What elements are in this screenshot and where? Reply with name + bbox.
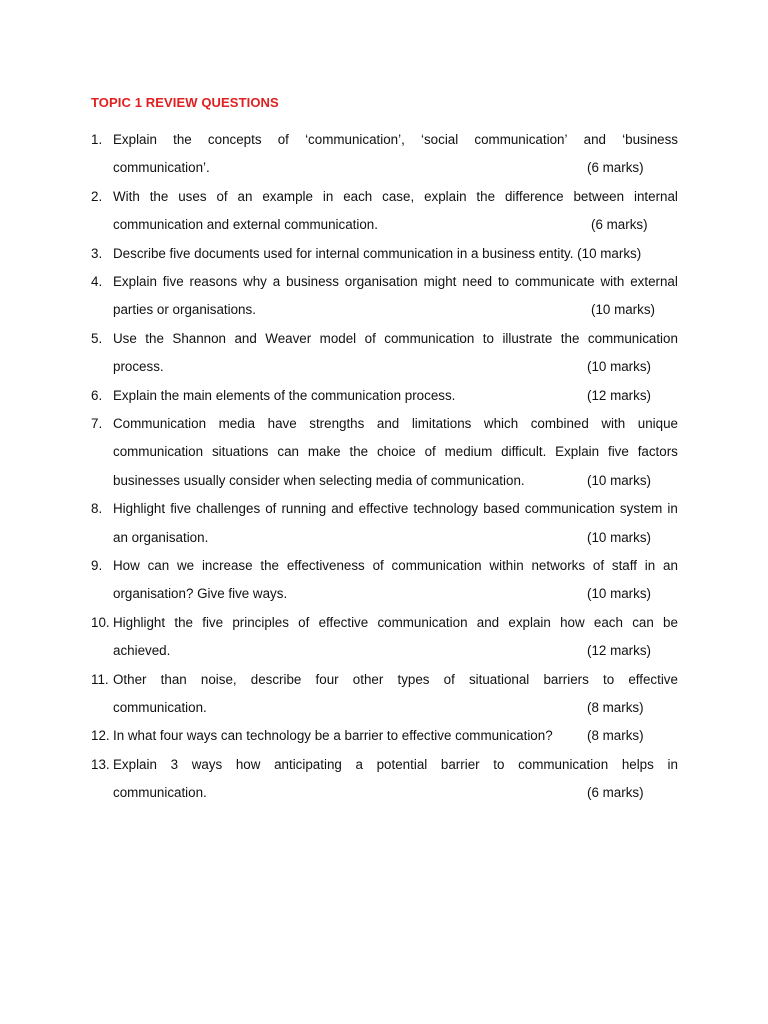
question-item (91, 751, 678, 808)
question-word: difference (504, 188, 564, 204)
question-word: we (177, 557, 195, 573)
question-word: ‘social (421, 132, 459, 147)
question-item (91, 126, 678, 183)
question-word: communication (524, 501, 615, 517)
question-word: communication (113, 444, 204, 460)
question-word: How (113, 557, 140, 573)
question-text: Describe five documents used for internal communication in a business entity. (10 marks) (113, 245, 642, 261)
question-word: effective (318, 614, 369, 630)
question-word: each (593, 614, 623, 630)
question-text: communication’. (113, 160, 210, 176)
question-word: potential (376, 756, 428, 772)
question-word: illustrate (502, 330, 553, 346)
question-word: system (619, 501, 663, 517)
question-marks: (6 marks) (587, 785, 644, 801)
question-word: with (600, 273, 625, 289)
question-word: 3 (170, 756, 179, 772)
question-text: an organisation. (113, 529, 209, 545)
question-word: describe (250, 671, 302, 687)
question-text-line (113, 438, 678, 466)
question-word: principles (232, 614, 289, 630)
question-number: 4. (91, 273, 103, 289)
question-number: 6. (91, 387, 103, 403)
question-number: 13. (91, 756, 110, 772)
question-text-line (113, 580, 678, 608)
question-word: case, (382, 188, 415, 204)
question-word: Explain (113, 132, 157, 147)
question-text-line (113, 751, 678, 779)
question-number: 5. (91, 330, 103, 346)
question-marks: (12 marks) (587, 387, 651, 403)
question-text-line (113, 353, 678, 381)
question-number: 1. (91, 132, 103, 147)
question-word: explain (424, 188, 467, 204)
question-word: and (476, 614, 500, 630)
question-word: to (602, 671, 615, 687)
question-word: helps (621, 756, 654, 772)
question-word: of (424, 444, 436, 460)
question-item (91, 325, 678, 382)
question-text-line (113, 495, 678, 523)
question-text: communication. (113, 699, 207, 715)
question-text-line (113, 410, 678, 438)
question-word: the (174, 614, 193, 630)
question-word: communicate (514, 273, 595, 289)
question-word: than (160, 671, 187, 687)
question-word: communication (384, 330, 475, 346)
question-word: and (376, 415, 400, 431)
question-word: the (560, 330, 580, 346)
question-number: 8. (91, 501, 103, 517)
question-word: an (663, 557, 678, 573)
question-word: of (592, 557, 605, 573)
question-word: organisation (344, 273, 418, 289)
question-word: other (352, 671, 384, 687)
question-word: networks (531, 557, 586, 573)
question-word: media (218, 415, 256, 431)
question-word: types (397, 671, 430, 687)
question-item (91, 495, 678, 552)
question-marks: (8 marks) (587, 699, 644, 715)
question-word: concepts (207, 132, 262, 147)
page-title: TOPIC 1 REVIEW QUESTIONS (91, 95, 279, 110)
question-word: the (349, 444, 369, 460)
question-word: four (315, 671, 339, 687)
question-text-line (113, 183, 678, 211)
question-marks: (8 marks) (587, 728, 644, 744)
question-word: effective (358, 501, 409, 517)
question-text: In what four ways can technology be a barrier to effective communication? (113, 728, 553, 744)
question-text-line (113, 524, 678, 552)
question-word: increase (201, 557, 253, 573)
question-item (91, 410, 678, 495)
question-text-line (113, 268, 678, 296)
question-text-line (113, 382, 678, 410)
question-word: staff (611, 557, 637, 573)
question-number: 10. (91, 614, 110, 630)
question-word: Explain (113, 756, 157, 772)
question-word: the (149, 188, 169, 204)
question-word: ways (191, 756, 223, 772)
question-word: to (497, 273, 510, 289)
question-word: effective (628, 671, 678, 687)
question-word: in (644, 557, 656, 573)
question-word: be (663, 614, 678, 630)
question-word: and (331, 501, 354, 517)
question-word: between (573, 188, 625, 204)
question-word: of (372, 557, 384, 573)
question-word: ‘business (622, 132, 678, 147)
question-word: internal (633, 188, 678, 204)
question-word: model (319, 330, 357, 346)
question-word: in (667, 501, 678, 517)
question-word: medium (444, 444, 493, 460)
question-word: the (145, 330, 164, 346)
question-item (91, 382, 678, 410)
question-number: 11. (91, 671, 109, 687)
question-word: make (307, 444, 341, 460)
question-word: Highlight (113, 501, 166, 517)
question-text: Explain the main elements of the communication process. (113, 387, 456, 403)
question-item (91, 183, 678, 240)
question-word: situational (468, 671, 530, 687)
question-item (91, 552, 678, 609)
question-word: explain (508, 614, 551, 630)
question-word: anticipating (274, 756, 342, 772)
question-text-line (113, 637, 678, 665)
question-text-line (113, 467, 678, 495)
question-word: ‘communication’, (305, 132, 405, 147)
question-word: each (343, 188, 373, 204)
question-word: noise, (200, 671, 237, 687)
question-word: Weaver (265, 330, 312, 346)
question-number: 3. (91, 245, 103, 261)
question-word: situations (211, 444, 269, 460)
question-word: business (286, 273, 339, 289)
question-word: based (483, 501, 520, 517)
question-word: combined (530, 415, 589, 431)
question-word: external (630, 273, 678, 289)
question-text-line (113, 240, 678, 268)
question-word: of (265, 501, 277, 517)
question-marks: (6 marks) (587, 160, 644, 176)
question-word: barriers (543, 671, 589, 687)
question-marks: (12 marks) (587, 643, 651, 659)
question-word: Explain (113, 273, 157, 289)
question-word: a (355, 756, 363, 772)
question-word: technology (413, 501, 479, 517)
question-marks: (6 marks) (591, 217, 648, 233)
question-text-line (113, 552, 678, 580)
question-word: can (277, 444, 299, 460)
question-word: have (267, 415, 297, 431)
question-word: the (260, 557, 280, 573)
question-text-line (113, 609, 678, 637)
question-word: reasons (189, 273, 238, 289)
question-word: Use (113, 330, 137, 346)
question-number: 9. (91, 557, 103, 573)
question-word: five (607, 444, 629, 460)
question-word: uses (178, 188, 207, 204)
question-word: five (202, 614, 224, 630)
question-word: and (234, 330, 257, 346)
question-number: 7. (91, 415, 103, 431)
question-word: communication (518, 756, 609, 772)
question-word: Other (113, 671, 147, 687)
question-item (91, 722, 678, 750)
question-word: communication (377, 614, 468, 630)
question-text-line (113, 296, 678, 324)
question-word: Communication (113, 415, 207, 431)
question-word: which (483, 415, 519, 431)
question-word: of (443, 671, 455, 687)
question-word: limitations (411, 415, 472, 431)
question-item (91, 666, 678, 723)
question-word: challenges (196, 501, 261, 517)
question-word: in (667, 756, 678, 772)
question-list (91, 126, 678, 808)
question-item (91, 268, 678, 325)
question-word: example (262, 188, 313, 204)
question-text: communication. (113, 785, 207, 801)
question-item (91, 609, 678, 666)
question-word: effectiveness (286, 557, 365, 573)
question-marks: (10 marks) (591, 302, 655, 318)
question-item (91, 240, 678, 268)
question-text-line (113, 325, 678, 353)
question-word: a (272, 273, 281, 289)
question-word: five (162, 273, 184, 289)
question-word: might (423, 273, 457, 289)
question-text: achieved. (113, 643, 171, 659)
question-word: barrier (440, 756, 480, 772)
question-word: of (364, 330, 376, 346)
question-word: an (237, 188, 253, 204)
question-word: With (113, 188, 140, 204)
question-word: in (322, 188, 334, 204)
question-word: communication (587, 330, 678, 346)
question-text-line (113, 211, 678, 239)
question-word: need (462, 273, 493, 289)
question-word: Explain (555, 444, 600, 460)
question-number: 2. (91, 188, 103, 204)
question-marks: (10 marks) (587, 472, 651, 488)
question-marks: (10 marks) (587, 586, 651, 602)
question-word: how (560, 614, 585, 630)
question-text-line (113, 126, 678, 154)
question-word: communication (391, 557, 482, 573)
question-word: the (173, 132, 192, 147)
question-text-line (113, 154, 678, 182)
question-word: to (493, 756, 505, 772)
question-word: difficult. (501, 444, 547, 460)
question-word: of (298, 614, 310, 630)
question-text: parties or organisations. (113, 302, 256, 318)
question-word: why (243, 273, 267, 289)
question-word: Highlight (113, 614, 166, 630)
question-number: 12. (91, 728, 110, 744)
question-word: factors (637, 444, 678, 460)
question-word: how (235, 756, 261, 772)
question-text-line (113, 666, 678, 694)
question-word: with (601, 415, 626, 431)
question-word: within (489, 557, 524, 573)
question-word: strengths (309, 415, 365, 431)
question-word: communication’ (474, 132, 568, 147)
question-text: process. (113, 359, 164, 375)
question-marks: (10 marks) (587, 359, 651, 375)
question-word: unique (637, 415, 678, 431)
question-word: the (476, 188, 496, 204)
question-text-line (113, 722, 678, 750)
question-text-line (113, 779, 678, 807)
question-word: choice (376, 444, 416, 460)
question-text-line (113, 694, 678, 722)
question-text: communication and external communication. (113, 217, 378, 233)
question-word: Shannon (172, 330, 227, 346)
question-word: and (583, 132, 606, 147)
question-word: can (147, 557, 170, 573)
question-word: to (482, 330, 494, 346)
question-word: of (216, 188, 228, 204)
question-word: can (632, 614, 654, 630)
question-word: of (277, 132, 289, 147)
question-marks: (10 marks) (587, 529, 651, 545)
question-word: five (170, 501, 192, 517)
question-text: businesses usually consider when selecting media of communication. (113, 472, 525, 488)
question-text: organisation? Give five ways. (113, 586, 288, 602)
question-word: running (281, 501, 327, 517)
